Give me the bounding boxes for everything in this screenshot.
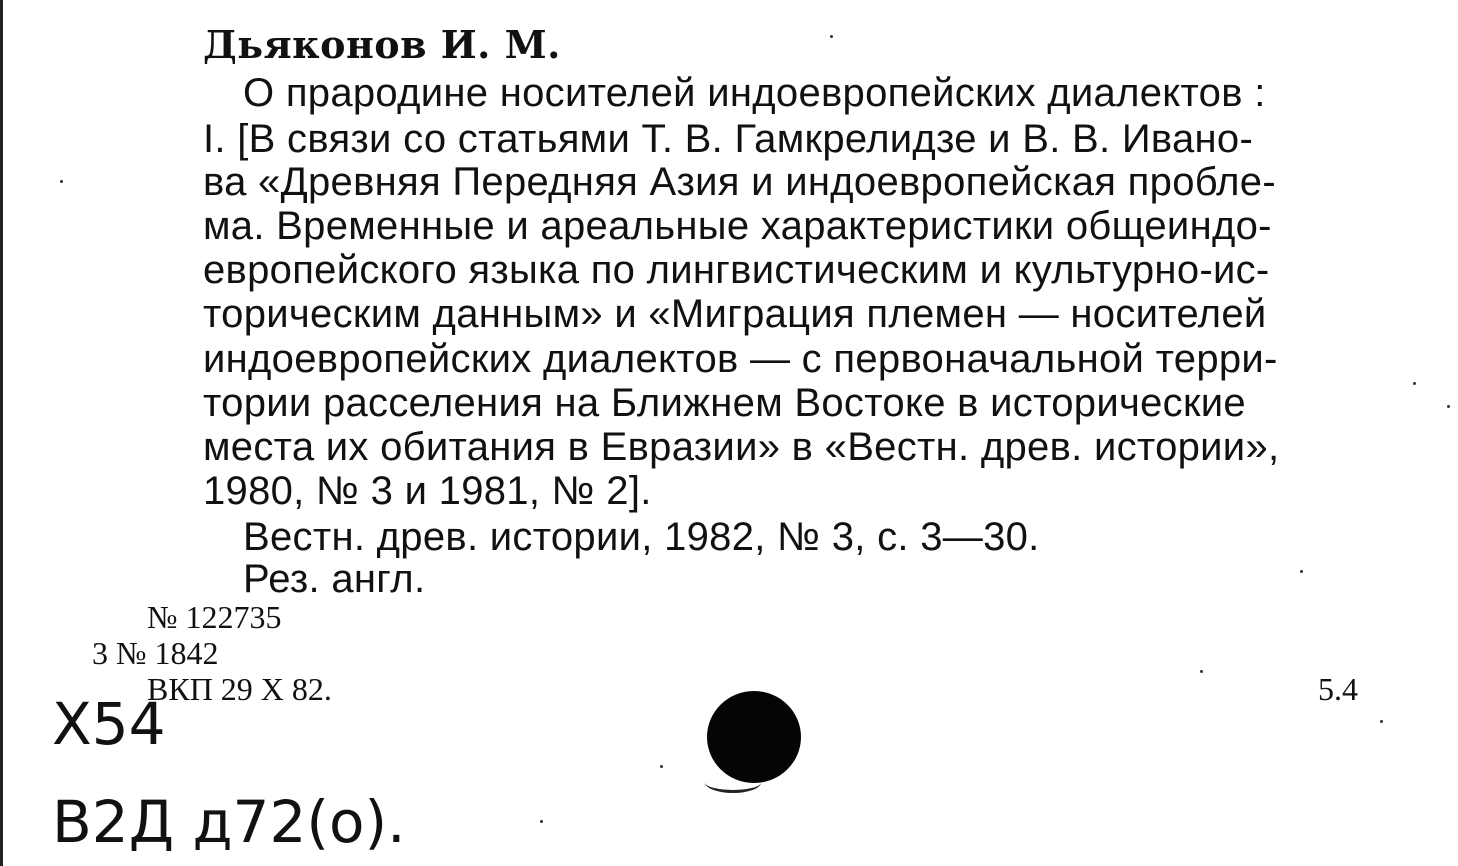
scan-speck [830, 35, 833, 38]
punch-hole [707, 691, 801, 783]
order-number: 3 № 1842 [92, 635, 219, 671]
handwritten-shelfmark: В2Д д72(о). [52, 788, 406, 856]
title-line-6: торическим данным» и «Миграция племен — носителей [203, 292, 1267, 336]
scan-speck [1380, 720, 1383, 723]
title-line-8: тории расселения на Ближнем Востоке в исторические [203, 381, 1246, 425]
title-line-1: О прародине носителей индоевропейских диалектов : [243, 71, 1266, 115]
vkp-line: ВКП 29 X 82. [147, 671, 332, 707]
handwritten-code: Х54 [52, 690, 166, 758]
card-left-edge [0, 0, 3, 866]
scan-speck [60, 180, 63, 183]
classification-index: 5.4 [1318, 671, 1358, 707]
title-line-10: 1980, № 3 и 1981, № 2]. [203, 469, 652, 513]
scan-speck [1200, 670, 1203, 673]
scan-speck [540, 820, 543, 823]
title-line-2: I. [В связи со статьями Т. В. Гамкрелидзе и В. В. Ивано- [203, 117, 1254, 161]
source-line: Вестн. древ. истории, 1982, № 3, с. 3—30. [243, 515, 1040, 559]
punch-hole-edge [705, 772, 761, 793]
scan-speck [660, 765, 663, 768]
accession-number: № 122735 [147, 599, 282, 635]
scan-speck [1447, 405, 1450, 408]
scan-speck [1300, 570, 1303, 573]
title-line-4: ма. Временные и ареальные характеристики общеиндо- [203, 204, 1272, 248]
title-line-3: ва «Древняя Передняя Азия и индоевропейская пробле- [203, 160, 1276, 204]
title-line-5: европейского языка по лингвистическим и культурно-ис- [203, 248, 1270, 292]
summary-note: Рез. англ. [243, 557, 426, 601]
title-line-9: места их обитания в Евразии» в «Вестн. древ. истории», [203, 425, 1280, 469]
title-line-7: индоевропейских диалектов — с первоначальной терри- [203, 337, 1278, 381]
scan-speck [1413, 382, 1416, 385]
author-heading: Дьяконов И. М. [203, 22, 561, 67]
